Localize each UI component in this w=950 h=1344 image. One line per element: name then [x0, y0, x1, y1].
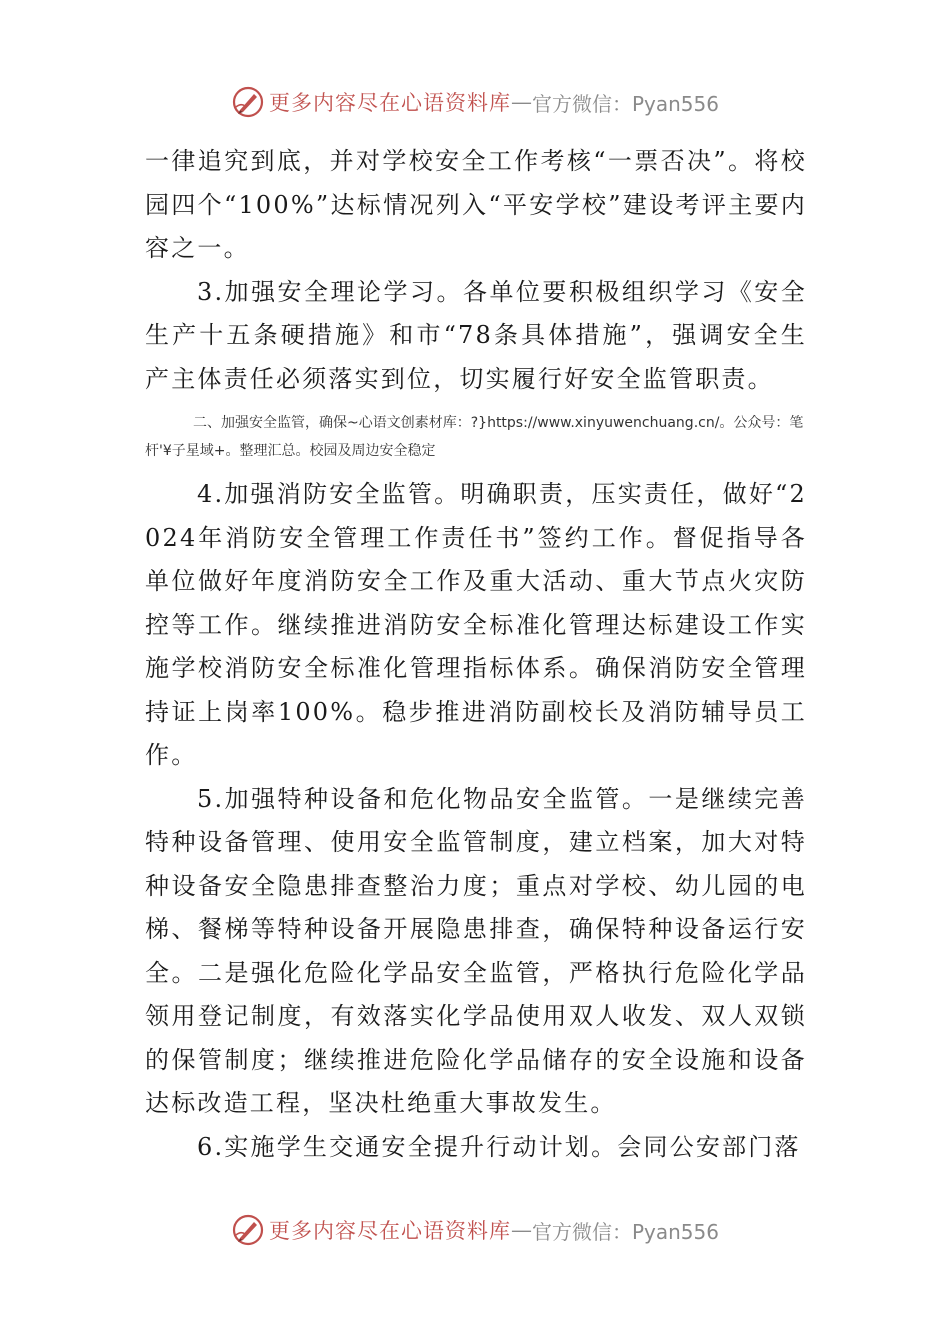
paragraph-continued: 一律追究到底，并对学校安全工作考核“一票否决”。将校园四个“100%”达标情况列入“平安学校”建设考评主要内容之一。: [145, 147, 807, 262]
banner-brand-text: 更多内容尽在心语资料库: [268, 1219, 511, 1243]
paragraph-item-5: 5.加强特种设备和危化物品安全监管。一是继续完善特种设备管理、使用安全监管制度，建立档案，加大对特种设备安全隐患排查整治力度；重点对学校、幼儿园的电梯、餐梯等特种设备开展隐患排查，确保特种设备运行安全。二是强化危险化学品安全监管，严格执行危险化学品领用登记制度，有效落实化学品使用双人收发、双人双锁的保管制度；继续推进危险化学品储存的安全设施和设备达标改造工程，坚决杜绝重大事故发生。: [145, 784, 807, 1117]
paragraph-item-6: 6.实施学生交通安全提升行动计划。会同公安部门落: [197, 1132, 801, 1161]
banner-wechat-text: 官方微信：Pyan556: [531, 1219, 719, 1244]
paragraph-item-3: 3.加强安全理论学习。各单位要积极组织学习《安全生产十五条硬措施》和市“78条具体措施”，强调安全生产主体责任必须落实到位，切实履行好安全监管职责。: [145, 277, 807, 393]
section-heading-note: 二、加强安全监管，确保~心语文创素材库：?}https://www.xinyuwenchuang.cn/。公众号：笔杆'¥子星域+。整理汇总。校园及周边安全稳定: [145, 415, 804, 459]
paragraph-item-4: 4.加强消防安全监管。明确职责，压实责任，做好“2024年消防安全管理工作责任书”签约工作。督促指导各单位做好年度消防安全工作及重大活动、重大节点火灾防控等工作。继续推进消防安全标准化管理达标建设工作实施学校消防安全标准化管理指标体系。确保消防安全管理持证上岗率100%。稳步推进消防副校长及消防辅导员工作。: [145, 480, 807, 769]
banner-wechat-text: 官方微信：Pyan556: [531, 91, 719, 116]
document-body: [145, 140, 807, 1169]
pen-logo-icon: [231, 1213, 265, 1247]
banner-brand-text: 更多内容尽在心语资料库: [268, 91, 511, 115]
footer-banner: [0, 1208, 950, 1252]
header-banner: [0, 80, 950, 124]
pen-logo-icon: [231, 85, 265, 119]
banner-dash: —: [510, 90, 532, 114]
banner-dash: —: [510, 1218, 532, 1242]
